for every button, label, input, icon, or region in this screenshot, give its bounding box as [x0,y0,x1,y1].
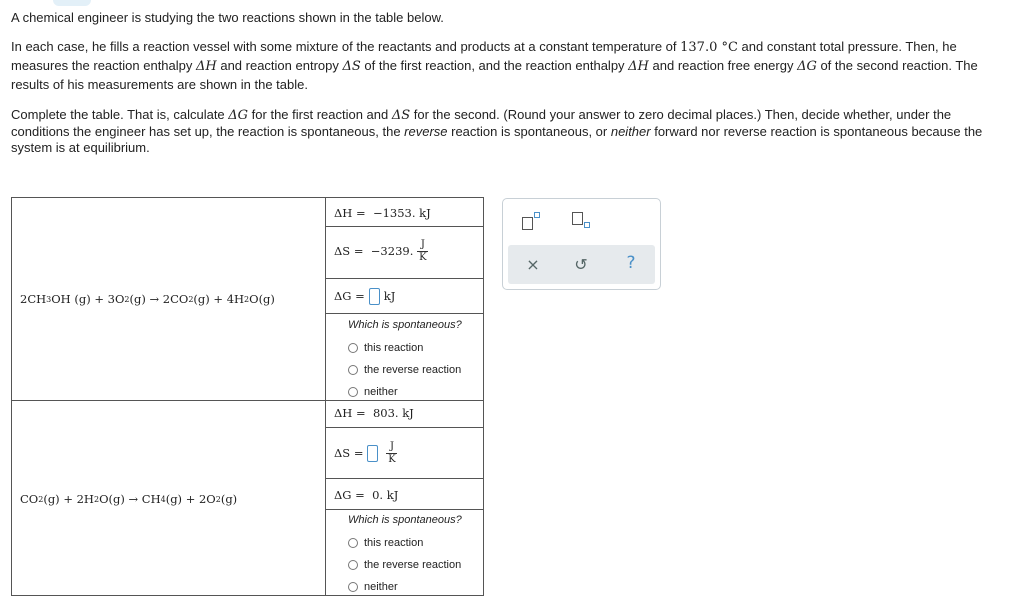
reaction-table [11,197,484,596]
radio-button[interactable] [348,538,358,548]
r2-delta-g [334,485,398,505]
superscript-box-icon [534,212,540,218]
eq-part: (g) + 4H [193,292,245,306]
eq-part: OH (g) + 3O [51,292,125,306]
delta-g-label: ΔG = [334,488,365,502]
eq-part: O(g) [249,292,275,306]
clear-icon[interactable]: × [526,254,540,274]
option-label: neither [364,581,398,593]
r2-delta-s [334,434,397,472]
cell-divider [326,427,484,428]
delta-g-unit: kJ [383,289,396,303]
unit-num: J [420,238,425,250]
radio-button[interactable] [348,365,358,375]
question-text: Which is spontaneous? [348,319,462,331]
option-label: the reverse reaction [364,559,462,571]
radio-button[interactable] [348,387,358,397]
base-box-icon [522,217,533,230]
answer-tool-palette [502,198,661,290]
delta-h-value: −1353. kJ [372,206,431,220]
base-box-icon [572,212,583,225]
option-label: this reaction [364,342,424,354]
unit-num: J [389,440,394,452]
text: Complete the table. That is, calculate [11,107,229,122]
text: and reaction entropy [216,58,343,73]
cell-divider [326,478,484,479]
text: In each case, he fills a reaction vessel with some mixture of the reactants and products at a constant temperature of [11,39,681,54]
option-neither[interactable] [348,381,462,403]
delta-h-label: ΔH = [334,406,366,420]
radio-button[interactable] [348,560,358,570]
text: reaction is spontaneous, or [447,124,611,139]
eq-subscript: 2 [244,294,250,304]
delta-s-label: ΔS = [334,244,364,258]
option-this-reaction[interactable] [348,532,462,554]
delta-s-label: ΔS = [334,446,364,460]
reaction-2-equation [12,401,325,597]
option-label: neither [364,386,398,398]
delta-h-value: 803. kJ [372,406,414,420]
text: and constant total pressure. Then, he measures the reaction enthalpy [11,39,957,73]
delta-h: ΔH [628,59,649,74]
emphasis-neither: neither [610,124,651,139]
eq-subscript: 2 [124,294,130,304]
option-reverse-reaction[interactable] [348,359,462,381]
text: for the first reaction and [248,107,392,122]
r1-delta-h [334,203,431,223]
text: for the second. (Round your answer to zero decimal places.) Then, decide whether, under the conditions the engineer has set up, the reaction is spontaneous, the [11,107,952,139]
eq-subscript: 3 [46,294,52,304]
option-neither[interactable] [348,576,462,598]
question-text: Which is spontaneous? [348,514,462,526]
unit-j-per-k [386,441,397,466]
eq-part: (g) + 2H [43,492,94,506]
delta-s-input[interactable] [367,445,378,462]
radio-button[interactable] [348,582,358,592]
unit-j-per-k [417,239,428,264]
delta-g: ΔG [797,59,817,74]
instructions-paragraph [11,107,1006,156]
palette-actions [508,245,655,284]
r1-spontaneity-question [348,319,462,403]
r2-spontaneity-question [348,514,462,598]
eq-subscript: 4 [160,494,166,504]
eq-part: (g) + 2O [165,492,216,506]
option-reverse-reaction[interactable] [348,554,462,576]
temperature: 137.0 °C [680,40,738,55]
delta-g-label: ΔG = [334,289,365,303]
delta-s: ΔS [342,59,361,74]
top-tab-indicator [53,0,91,6]
delta-s-value: −3239. [370,244,414,258]
eq-subscript: 2 [215,494,221,504]
eq-subscript: 2 [93,494,100,504]
delta-g: ΔG [228,108,249,123]
r2-delta-h [334,403,414,423]
delta-s: ΔS [391,108,411,123]
text: and reaction free energy [648,58,798,73]
intro-line: A chemical engineer is studying the two reactions shown in the table below. [11,10,444,25]
r1-delta-g [334,284,395,308]
unit-den: K [388,453,396,465]
delta-h-label: ΔH = [334,206,366,220]
delta-g-input[interactable] [369,288,380,305]
cell-divider [326,509,484,510]
cell-divider [326,278,484,279]
conditions-paragraph [11,38,1006,94]
eq-part: 2CH [20,292,47,306]
eq-subscript: 2 [188,294,194,304]
radio-button[interactable] [348,343,358,353]
r1-delta-s [334,232,428,270]
delta-h: ΔH [196,59,217,74]
option-label: the reverse reaction [364,364,462,376]
text: of the second reaction. The results of his measurements are shown in the table. [11,58,978,92]
eq-part: O(g) → CH [99,492,161,506]
cell-divider [326,313,484,314]
help-icon[interactable]: ? [626,253,636,273]
eq-part: (g) [220,492,238,506]
eq-part: (g) → 2CO [129,292,189,306]
cell-divider [326,226,484,227]
column-divider [325,198,326,595]
eq-subscript: 2 [38,494,44,504]
superscript-template-button[interactable] [519,211,545,233]
emphasis-reverse: reverse [404,124,448,139]
text: forward nor reverse reaction is spontaneous because the system is at equilibrium. [11,124,983,155]
undo-icon[interactable]: ↺ [574,254,588,274]
delta-g-value: 0. kJ [372,488,399,502]
subscript-template-button[interactable] [569,211,595,233]
text: of the first reaction, and the reaction enthalpy [360,58,629,73]
option-this-reaction[interactable] [348,337,462,359]
eq-part: CO [20,492,39,506]
unit-den: K [419,251,427,263]
reaction-1-equation [12,198,325,400]
subscript-box-icon [584,222,590,228]
option-label: this reaction [364,537,424,549]
